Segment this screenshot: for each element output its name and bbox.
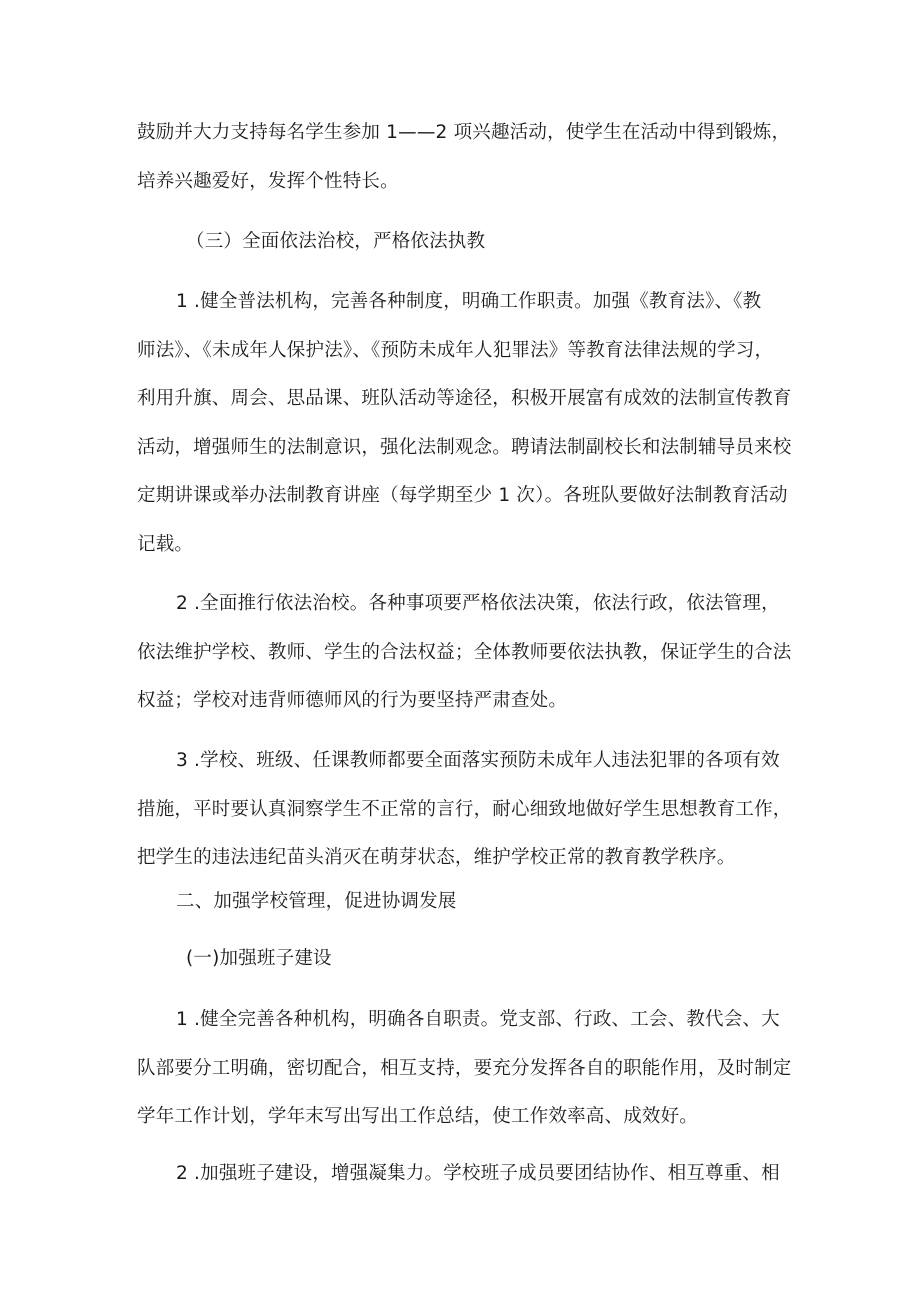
paragraph-line: 权益；学校对违背师德师风的行为要坚持严肃查处。: [137, 690, 568, 711]
section-heading: （三）全面依法治校，严格依法执教: [186, 231, 486, 252]
section-heading: 二、加强学校管理，促进协调发展: [176, 891, 457, 912]
paragraph-line: 培养兴趣爱好，发挥个性特长。: [137, 171, 399, 192]
paragraph-line: 鼓励并大力支持每名学生参加 1——2 项兴趣活动，使学生在活动中得到锻炼，: [137, 122, 791, 143]
paragraph-line: 3 .学校、班级、任课教师都要全面落实预防未成年人违法犯罪的各项有效: [176, 750, 780, 771]
paragraph-line: 定期讲课或举办法制教育讲座（每学期至少 1 次）。各班队要做好法制教育活动: [137, 485, 788, 506]
paragraph-line: 措施，平时要认真洞察学生不正常的言行，耐心细致地做好学生思想教育工作，: [137, 799, 792, 820]
paragraph-line: 依法维护学校、教师、学生的合法权益；全体教师要依法执教，保证学生的合法: [137, 642, 792, 663]
paragraph-line: 利用升旗、周会、思品课、班队活动等途径，积极开展富有成效的法制宣传教育: [137, 388, 792, 409]
paragraph-line: 师法》、《未成年人保护法》、《预防未成年人犯罪法》等教育法律法规的学习，: [137, 340, 774, 361]
paragraph-line: 1 .健全完善各种机构，明确各自职责。党支部、行政、工会、教代会、大: [176, 1009, 780, 1030]
paragraph-line: 学年工作计划，学年末写出写出工作总结，使工作效率高、成效好。: [137, 1106, 699, 1127]
paragraph-line: 2 .全面推行依法治校。各种事项要严格依法决策，依法行政，依法管理，: [176, 593, 780, 614]
paragraph-line: 活动，增强师生的法制意识，强化法制观念。聘请法制副校长和法制辅导员来校: [137, 437, 792, 458]
paragraph-line: 2 .加强班子建设，增强凝集力。学校班子成员要团结协作、相互尊重、相: [176, 1163, 780, 1184]
paragraph-line: 1 .健全普法机构，完善各种制度，明确工作职责。加强《教育法》、《教: [176, 291, 762, 312]
paragraph-line: 队部要分工明确，密切配合，相互支持，要充分发挥各自的职能作用，及时制定: [137, 1058, 792, 1079]
paragraph-line: 记载。: [137, 534, 194, 555]
paragraph-line: 把学生的违法违纪苗头消灭在萌芽状态，维护学校正常的教育教学秩序。: [137, 847, 736, 868]
subsection-heading: (一)加强班子建设: [186, 948, 332, 969]
